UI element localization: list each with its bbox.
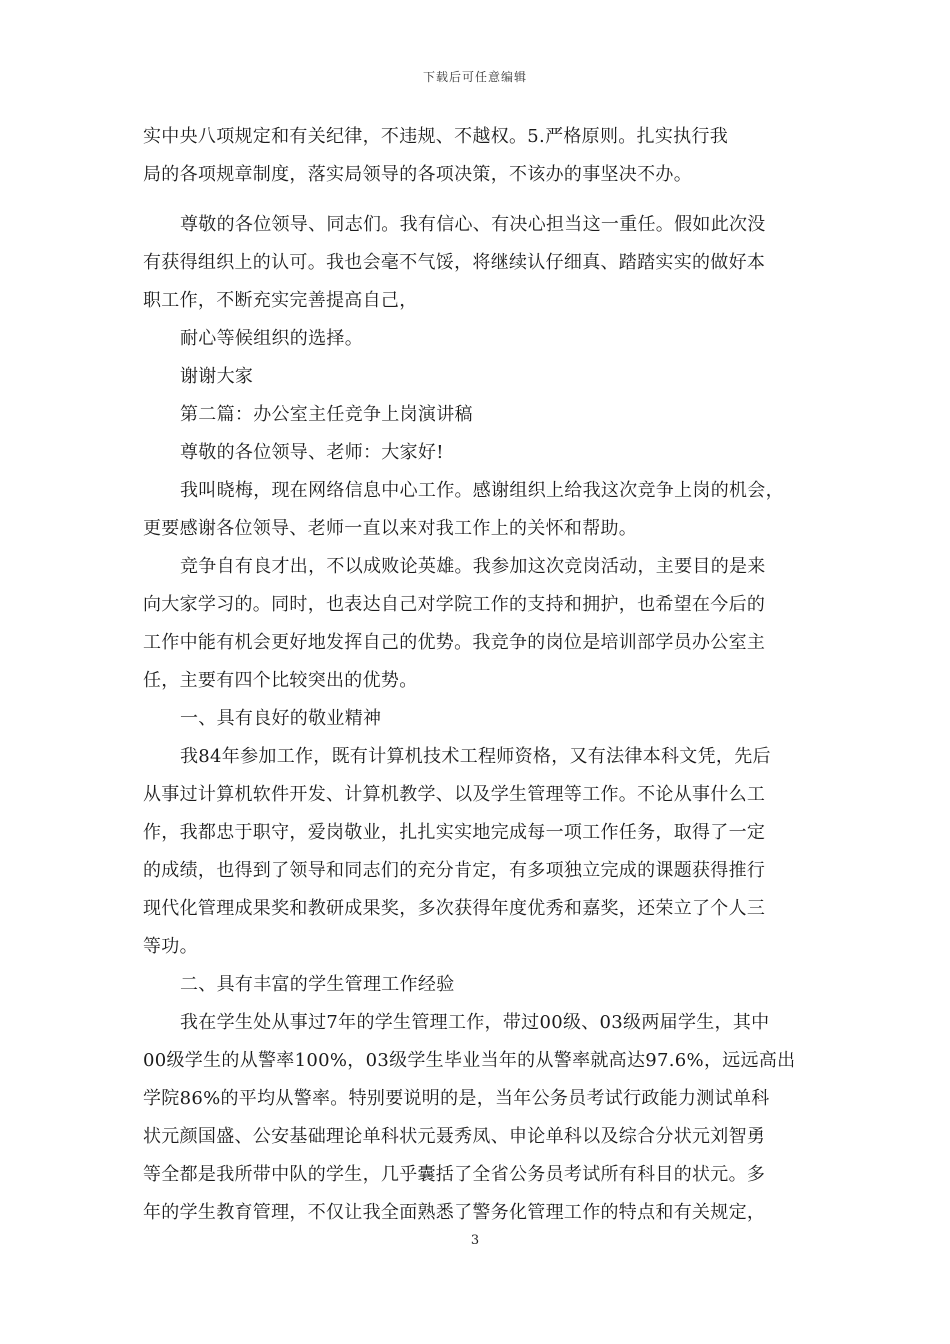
text-line: 一、具有良好的敬业精神 (180, 708, 382, 729)
text-line: 实中央八项规定和有关纪律，不违规、不越权。5.严格原则。扎实执行我 (143, 126, 729, 147)
text-line: 职工作，不断充实完善提高自己， (143, 290, 418, 311)
text-line: 尊敬的各位领导、同志们。我有信心、有决心担当这一重任。假如此次没 (180, 214, 766, 235)
text-line: 我叫晓梅，现在网络信息中心工作。感谢组织上给我这次竞争上岗的机会， (180, 480, 784, 501)
text-line: 尊敬的各位领导、老师：大家好! (180, 442, 444, 463)
text-line: 耐心等候组织的选择。 (180, 328, 363, 349)
text-line: 学院86%的平均从警率。特别要说明的是，当年公务员考试行政能力测试单科 (143, 1088, 770, 1109)
text-line: 等全都是我所带中队的学生，几乎囊括了全省公务员考试所有科目的状元。多 (143, 1164, 766, 1185)
text-line: 00级学生的从警率100%，03级学生毕业当年的从警率就高达97.6%，远远高出 (143, 1050, 796, 1071)
text-line: 谢谢大家 (180, 366, 254, 387)
text-line: 局的各项规章制度，落实局领导的各项决策，不该办的事坚决不办。 (143, 164, 692, 185)
text-line: 更要感谢各位领导、老师一直以来对我工作上的关怀和帮助。 (143, 518, 638, 539)
text-line: 现代化管理成果奖和教研成果奖，多次获得年度优秀和嘉奖，还荣立了个人三 (143, 898, 766, 919)
text-line: 工作中能有机会更好地发挥自己的优势。我竞争的岗位是培训部学员办公室主 (143, 632, 766, 653)
page-header: 下载后可任意编辑 (422, 70, 527, 84)
text-line: 的成绩，也得到了领导和同志们的充分肯定，有多项独立完成的课题获得推行 (143, 860, 766, 881)
text-line: 有获得组织上的认可。我也会毫不气馁，将继续认仔细真、踏踏实实的做好本 (143, 252, 766, 273)
text-line: 状元颜国盛、公安基础理论单科状元聂秀凤、申论单科以及综合分状元刘智勇 (143, 1126, 766, 1147)
text-line: 二、具有丰富的学生管理工作经验 (180, 974, 455, 995)
text-line: 我84年参加工作，既有计算机技术工程师资格，又有法律本科文凭，先后 (180, 746, 771, 767)
text-line: 作，我都忠于职守，爱岗敬业，扎扎实实地完成每一项工作任务，取得了一定 (143, 822, 766, 843)
text-line: 我在学生处从事过7年的学生管理工作，带过00级、03级两届学生，其中 (180, 1012, 770, 1033)
text-line: 年的学生教育管理，不仅让我全面熟悉了警务化管理工作的特点和有关规定， (143, 1202, 766, 1223)
text-line: 任，主要有四个比较突出的优势。 (143, 670, 418, 691)
text-line: 第二篇：办公室主任竞争上岗演讲稿 (180, 404, 473, 425)
text-line: 向大家学习的。同时，也表达自己对学院工作的支持和拥护，也希望在今后的 (143, 594, 766, 615)
text-line: 从事过计算机软件开发、计算机教学、以及学生管理等工作。不论从事什么工 (143, 784, 766, 805)
text-line: 等功。 (143, 936, 198, 957)
page-number: 3 (470, 1233, 480, 1248)
text-line: 竞争自有良才出，不以成败论英雄。我参加这次竞岗活动，主要目的是来 (180, 556, 766, 577)
